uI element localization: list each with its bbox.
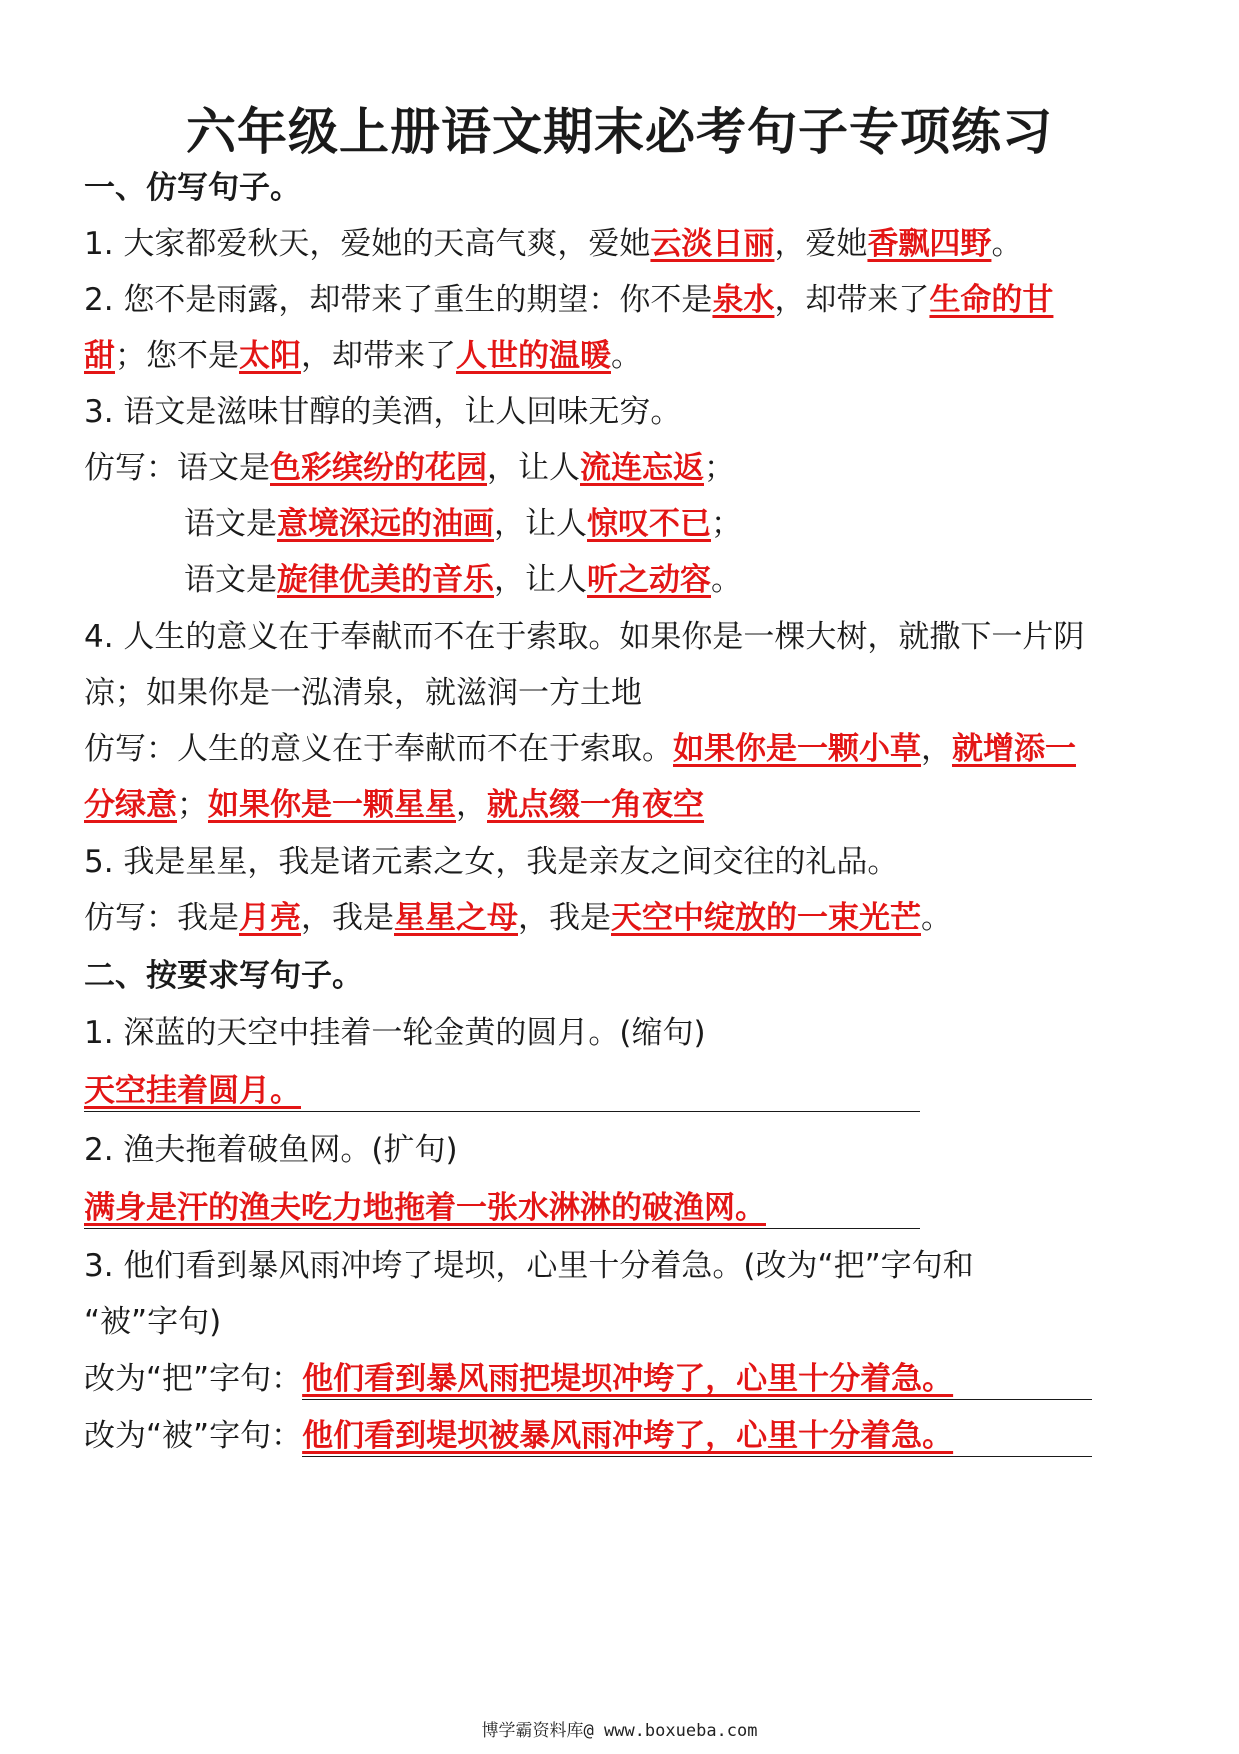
s1-q2-line2: 甜；您不是太阳，却带来了人世的温暖。 [84,338,642,374]
s1-q4-line2: 凉；如果你是一泓清泉，就滋润一方土地 [84,675,642,711]
s2-q1-answer-line [84,1071,1155,1112]
answer: 流连忘返 [580,450,704,486]
answer: 分绿意 [84,787,177,823]
s1-q3-imitation-2: 语文是意境深远的油画，让人惊叹不已； [184,506,742,542]
s2-q1: 1. 深蓝的天空中挂着一轮金黄的圆月。(缩句) [84,1015,706,1051]
section2-heading: 二、按要求写句子。 [84,958,363,994]
s1-q5: 5. 我是星星，我是诸元素之女，我是亲友之间交往的礼品。 [84,844,899,880]
answer: 就增添一 [952,731,1076,767]
answer: 人世的温暖 [456,338,611,374]
s2-q2: 2. 渔夫拖着破鱼网。(扩句) [84,1132,458,1168]
answer: 星星之母 [394,900,518,936]
s1-q2-line1: 2. 您不是雨露，却带来了重生的期望：你不是泉水，却带来了生命的甘 [84,282,1054,318]
s2-q2-answer-line [84,1188,1155,1229]
answer: 惊叹不已 [587,506,711,542]
answer: 天空挂着圆月。 [84,1073,301,1109]
answer: 云淡日丽 [650,226,775,262]
answer: 泉水 [712,282,775,318]
answer: 天空中绽放的一束光芒 [611,900,921,936]
s1-q1: 1. 大家都爱秋天，爱她的天高气爽，爱她云淡日丽，爱她香飘四野。 [84,226,1023,262]
s1-q5-imitation: 仿写：我是月亮，我是星星之母，我是天空中绽放的一束光芒。 [84,900,952,936]
answer: 香飘四野 [867,226,992,262]
page-title: 六年级上册语文期末必考句子专项练习 [186,103,1053,161]
answer: 如果你是一颗星星 [208,787,456,823]
answer: 如果你是一颗小草 [673,731,921,767]
answer: 旋律优美的音乐 [277,562,494,598]
footer-watermark: 博学霸资料库@ www.boxueba.com [481,1721,758,1741]
s1-q4-line1: 4. 人生的意义在于奉献而不在于索取。如果你是一棵大树，就撒下一片阴 [84,619,1085,655]
s2-q3-line2: “被”字句) [84,1304,222,1340]
s1-q4-imitation-2: 分绿意；如果你是一颗星星，就点缀一角夜空 [84,787,704,823]
section1-heading: 一、仿写句子。 [84,170,301,206]
answer: 月亮 [239,900,301,936]
answer: 听之动容 [587,562,711,598]
s1-q4-imitation-1: 仿写：人生的意义在于奉献而不在于索取。如果你是一颗小草，就增添一 [84,731,1076,767]
answer: 色彩缤纷的花园 [270,450,487,486]
answer: 意境深远的油画 [277,506,494,542]
s2-q3-bei: 改为“被”字句：他们看到堤坝被暴风雨冲垮了，心里十分着急。 [84,1416,1155,1457]
answer: 他们看到堤坝被暴风雨冲垮了，心里十分着急。 [302,1418,954,1454]
answer: 就点缀一角夜空 [487,787,704,823]
s2-q3-ba: 改为“把”字句：他们看到暴风雨把堤坝冲垮了，心里十分着急。 [84,1359,1155,1400]
answer: 太阳 [239,338,301,374]
answer: 满身是汗的渔夫吃力地拖着一张水淋淋的破渔网。 [84,1190,766,1226]
s1-q3-imitation-3: 语文是旋律优美的音乐，让人听之动容。 [184,562,742,598]
s1-q3: 3. 语文是滋味甘醇的美酒，让人回味无穷。 [84,394,682,430]
s2-q3-line1: 3. 他们看到暴风雨冲垮了堤坝，心里十分着急。(改为“把”字句和 [84,1248,974,1284]
answer: 生命的甘 [929,282,1054,318]
answer: 甜 [84,338,115,374]
answer: 他们看到暴风雨把堤坝冲垮了，心里十分着急。 [302,1361,954,1397]
s1-q3-imitation-1: 仿写：语文是色彩缤纷的花园，让人流连忘返； [84,450,735,486]
